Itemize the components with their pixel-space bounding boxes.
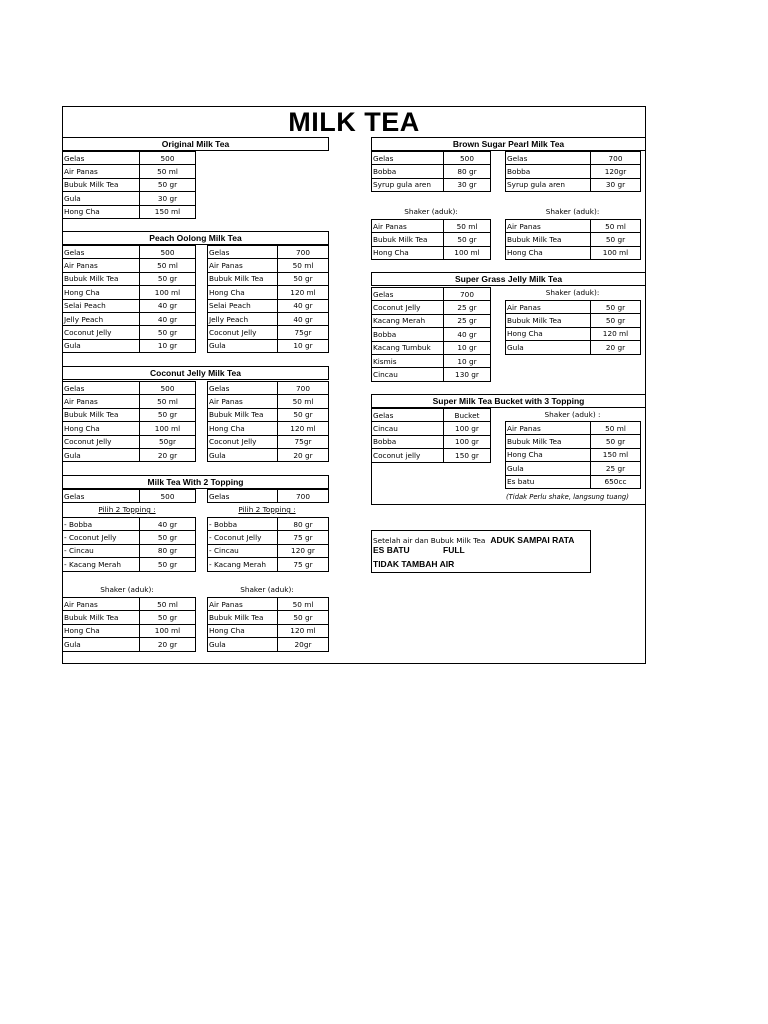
ingredient-amount: 100 ml: [591, 246, 641, 259]
ingredient-name: Hong Cha: [63, 205, 140, 218]
ingredient-table: [371, 151, 491, 192]
ingredient-name: Gula: [208, 339, 278, 352]
ingredient-name: Selai Peach: [208, 299, 278, 312]
table-row: [372, 165, 491, 178]
ingredient-amount: 130 gr: [444, 368, 491, 381]
ingredient-name: Gelas: [63, 490, 140, 503]
table-row: [372, 435, 491, 448]
table-row: [372, 368, 491, 381]
ingredient-name: Gelas: [208, 490, 278, 503]
ingredient-amount: 650cc: [591, 475, 641, 488]
table-row: [208, 518, 329, 531]
ingredient-name: - Kacang Merah: [63, 558, 140, 571]
ingredient-name: Hong Cha: [506, 327, 591, 340]
table-row: [208, 544, 329, 557]
table-row: [63, 448, 196, 461]
ingredient-amount: 10 gr: [140, 339, 196, 352]
ingredient-name: Air Panas: [63, 598, 140, 611]
ingredient-table: [505, 151, 641, 192]
ingredient-name: Coconut Jelly: [208, 326, 278, 339]
ingredient-amount: 120 ml: [278, 624, 329, 637]
ingredient-amount: 50 ml: [140, 598, 196, 611]
ingredient-name: Hong Cha: [506, 448, 591, 461]
ingredient-name: Hong Cha: [63, 286, 140, 299]
ingredient-amount: 50 ml: [278, 395, 329, 408]
table-row: [63, 598, 196, 611]
ingredient-name: Syrup gula aren: [372, 178, 444, 191]
bucket-header: Super Milk Tea Bucket with 3 Topping: [371, 394, 646, 408]
ingredient-amount: 25 gr: [444, 301, 491, 314]
ingredient-amount: 30 gr: [591, 178, 641, 191]
ingredient-name: Gula: [506, 341, 591, 354]
ingredient-amount: 700: [278, 382, 329, 395]
ingredient-name: Bubuk Milk Tea: [506, 435, 591, 448]
ingredient-name: Selai Peach: [63, 299, 140, 312]
ingredient-table: [505, 300, 641, 355]
ingredient-name: Bubuk Milk Tea: [506, 314, 591, 327]
shaker-label-700: Shaker (aduk):: [240, 585, 294, 594]
ingredient-amount: 50 gr: [140, 558, 196, 571]
ingredient-name: - Coconut Jelly: [63, 531, 140, 544]
ingredient-name: - Cincau: [208, 544, 278, 557]
table-row: [208, 638, 329, 651]
ingredient-amount: 50 gr: [444, 233, 491, 246]
table-row: [208, 395, 329, 408]
ingredient-amount: 50 gr: [591, 233, 641, 246]
ingredient-name: Kacang Tumbuk: [372, 341, 444, 354]
table-row: [208, 326, 329, 339]
table-row: [63, 259, 196, 272]
ingredient-amount: 10 gr: [444, 341, 491, 354]
page-title: MILK TEA: [62, 106, 646, 136]
ingredient-name: Bobba: [506, 165, 591, 178]
ingredient-amount: 120 ml: [278, 286, 329, 299]
table-row: [63, 638, 196, 651]
ingredient-name: Kacang Merah: [372, 314, 444, 327]
table-row: [63, 205, 196, 218]
ingredient-amount: 100 ml: [444, 246, 491, 259]
table-row: [506, 220, 641, 233]
ingredient-name: Bobba: [372, 435, 444, 448]
table-row: [208, 286, 329, 299]
table-row: [372, 328, 491, 341]
table-row: [63, 299, 196, 312]
table-row: [63, 490, 196, 503]
table-row: [208, 558, 329, 571]
ingredient-amount: 25 gr: [444, 314, 491, 327]
ingredient-name: Bobba: [372, 328, 444, 341]
ingredient-table: [62, 381, 196, 462]
table-row: [372, 354, 491, 367]
ingredient-name: Jelly Peach: [63, 312, 140, 325]
ingredient-name: Air Panas: [208, 395, 278, 408]
ingredient-name: Bubuk Milk Tea: [208, 611, 278, 624]
table-row: [372, 301, 491, 314]
table-row: [372, 233, 491, 246]
ingredient-name: Air Panas: [372, 220, 444, 233]
ingredient-table: [62, 489, 196, 503]
table-row: [506, 475, 641, 488]
table-row: [506, 301, 641, 314]
ingredient-name: Air Panas: [63, 259, 140, 272]
table-row: [506, 178, 641, 191]
table-row: [506, 233, 641, 246]
ingredient-amount: 50 ml: [591, 220, 641, 233]
ingredient-name: Syrup gula aren: [506, 178, 591, 191]
ingredient-name: Coconut Jelly: [63, 435, 140, 448]
table-row: [372, 152, 491, 165]
ingredient-name: - Bobba: [208, 518, 278, 531]
ingredient-amount: 50 gr: [591, 301, 641, 314]
ingredient-name: Air Panas: [63, 395, 140, 408]
ingredient-name: Coconut Jelly: [63, 326, 140, 339]
instructions-box: [371, 530, 591, 573]
ingredient-name: Gula: [208, 448, 278, 461]
table-row: [506, 422, 641, 435]
ingredient-table: [207, 489, 329, 503]
table-row: [63, 178, 196, 191]
ingredient-amount: 700: [591, 152, 641, 165]
ingredient-name: Air Panas: [63, 165, 140, 178]
ingredient-name: Gelas: [372, 288, 444, 301]
table-row: [506, 246, 641, 259]
table-row: [208, 299, 329, 312]
ingredient-name: Gula: [208, 638, 278, 651]
ingredient-table: [62, 151, 196, 219]
ingredient-name: Gelas: [208, 246, 278, 259]
table-row: [208, 435, 329, 448]
ingredient-amount: 500: [140, 382, 196, 395]
ingredient-name: Jelly Peach: [208, 312, 278, 325]
ingredient-name: Hong Cha: [506, 246, 591, 259]
ingredient-name: Hong Cha: [208, 624, 278, 637]
table-row: [372, 288, 491, 301]
ingredient-name: Kismis: [372, 354, 444, 367]
table-row: [63, 326, 196, 339]
ingredient-amount: 80 gr: [140, 544, 196, 557]
ingredient-name: Gula: [63, 192, 140, 205]
table-row: [208, 259, 329, 272]
ingredient-amount: 120 ml: [591, 327, 641, 340]
table-row: [63, 246, 196, 259]
ingredient-name: Coconut Jelly: [208, 435, 278, 448]
table-row: [63, 518, 196, 531]
table-row: [372, 422, 491, 435]
ingredient-name: Gelas: [372, 409, 444, 422]
ingredient-name: Hong Cha: [63, 422, 140, 435]
ingredient-amount: 100 gr: [444, 422, 491, 435]
bucket-bottom-border: [371, 504, 646, 505]
ingredient-name: Bubuk Milk Tea: [63, 408, 140, 421]
ingredient-name: Gelas: [506, 152, 591, 165]
ingredient-name: Gula: [506, 462, 591, 475]
ingredient-amount: 40 gr: [444, 328, 491, 341]
ingredient-amount: 50 gr: [140, 272, 196, 285]
ingredient-amount: 100 ml: [140, 286, 196, 299]
ingredient-name: - Kacang Merah: [208, 558, 278, 571]
ingredient-amount: 10 gr: [278, 339, 329, 352]
ingredient-name: - Coconut Jelly: [208, 531, 278, 544]
ingredient-amount: 20 gr: [140, 638, 196, 651]
ingredient-amount: 80 gr: [278, 518, 329, 531]
table-row: [506, 435, 641, 448]
table-row: [63, 312, 196, 325]
brown-sugar-shaker-label-700: Shaker (aduk):: [545, 207, 600, 216]
ingredient-name: Coconut jelly: [372, 449, 444, 462]
ingredient-name: Gula: [63, 339, 140, 352]
table-row: [372, 246, 491, 259]
brown-sugar-header: Brown Sugar Pearl Milk Tea: [371, 137, 646, 151]
sheet-border-bottom: [62, 663, 646, 664]
grass-jelly-header: Super Grass Jelly Milk Tea: [371, 272, 646, 286]
ingredient-amount: 20 gr: [140, 448, 196, 461]
instruction-es-batu: ES BATU: [373, 545, 410, 555]
table-row: [208, 408, 329, 421]
table-row: [506, 327, 641, 340]
ingredient-amount: 50gr: [140, 435, 196, 448]
table-row: [208, 531, 329, 544]
table-row: [63, 531, 196, 544]
ingredient-name: - Bobba: [63, 518, 140, 531]
ingredient-amount: 40 gr: [140, 518, 196, 531]
ingredient-amount: 40 gr: [278, 312, 329, 325]
ingredient-name: Bubuk Milk Tea: [63, 272, 140, 285]
instruction-line-2: [373, 544, 465, 557]
ingredient-name: Gelas: [208, 382, 278, 395]
ingredient-table: [505, 421, 641, 489]
table-row: [208, 339, 329, 352]
table-row: [63, 611, 196, 624]
ingredient-name: Cincau: [372, 368, 444, 381]
table-row: [63, 382, 196, 395]
table-row: [208, 422, 329, 435]
ingredient-name: Air Panas: [506, 422, 591, 435]
ingredient-name: Air Panas: [506, 220, 591, 233]
ingredient-name: Air Panas: [506, 301, 591, 314]
bucket-note: (Tidak Perlu shake, langsung tuang): [506, 493, 629, 501]
ingredient-name: - Cincau: [63, 544, 140, 557]
ingredient-name: Bubuk Milk Tea: [63, 611, 140, 624]
table-row: [372, 449, 491, 462]
table-row: [63, 624, 196, 637]
ingredient-amount: 30 gr: [444, 178, 491, 191]
ingredient-amount: 500: [444, 152, 491, 165]
ingredient-name: Gelas: [63, 382, 140, 395]
ingredient-table: [371, 287, 491, 382]
table-row: [506, 152, 641, 165]
table-row: [372, 314, 491, 327]
table-row: [63, 339, 196, 352]
ingredient-table: [371, 219, 491, 260]
table-row: [506, 314, 641, 327]
table-row: [506, 165, 641, 178]
grass-jelly-shaker-label: Shaker (aduk):: [545, 288, 600, 297]
ingredient-amount: 40 gr: [140, 312, 196, 325]
ingredient-name: Bobba: [372, 165, 444, 178]
ingredient-name: Gula: [63, 448, 140, 461]
instruction-full: FULL: [443, 545, 465, 555]
ingredient-name: Air Panas: [208, 598, 278, 611]
ingredient-amount: 150 gr: [444, 449, 491, 462]
ingredient-amount: 120gr: [591, 165, 641, 178]
ingredient-name: Bubuk Milk Tea: [372, 233, 444, 246]
coconut-jelly-header: Coconut Jelly Milk Tea: [62, 366, 329, 380]
ingredient-amount: 50 ml: [140, 259, 196, 272]
table-row: [63, 152, 196, 165]
bucket-shaker-label: Shaker (aduk) :: [544, 410, 601, 419]
ingredient-table: [62, 517, 196, 572]
ingredient-table: [62, 597, 196, 652]
ingredient-amount: 100 ml: [140, 624, 196, 637]
table-row: [506, 448, 641, 461]
ingredient-amount: Bucket: [444, 409, 491, 422]
table-row: [63, 192, 196, 205]
ingredient-name: Hong Cha: [372, 246, 444, 259]
instruction-line-3: TIDAK TAMBAH AIR: [373, 559, 455, 569]
ingredient-table: [207, 517, 329, 572]
ingredient-amount: 10 gr: [444, 354, 491, 367]
table-row: [63, 286, 196, 299]
table-row: [372, 220, 491, 233]
ingredient-amount: 50 gr: [140, 326, 196, 339]
table-row: [63, 558, 196, 571]
ingredient-amount: 120 gr: [278, 544, 329, 557]
ingredient-name: Gelas: [372, 152, 444, 165]
ingredient-amount: 50 ml: [591, 422, 641, 435]
ingredient-amount: 50 ml: [444, 220, 491, 233]
ingredient-amount: 50 gr: [278, 611, 329, 624]
table-row: [208, 272, 329, 285]
table-row: [63, 544, 196, 557]
ingredient-amount: 40 gr: [140, 299, 196, 312]
ingredient-amount: 80 gr: [444, 165, 491, 178]
ingredient-amount: 500: [140, 246, 196, 259]
ingredient-amount: 40 gr: [278, 299, 329, 312]
table-row: [208, 312, 329, 325]
table-row: [208, 490, 329, 503]
ingredient-amount: 700: [444, 288, 491, 301]
table-row: [63, 165, 196, 178]
table-row: [208, 246, 329, 259]
ingredient-amount: 50 gr: [140, 531, 196, 544]
ingredient-name: Bubuk Milk Tea: [63, 178, 140, 191]
ingredient-amount: 100 ml: [140, 422, 196, 435]
original-milk-tea-header: Original Milk Tea: [62, 137, 329, 151]
ingredient-amount: 75 gr: [278, 531, 329, 544]
table-row: [208, 624, 329, 637]
ingredient-amount: 50 gr: [140, 178, 196, 191]
ingredient-amount: 50 gr: [591, 314, 641, 327]
table-row: [63, 435, 196, 448]
table-row: [208, 448, 329, 461]
ingredient-amount: 30 gr: [140, 192, 196, 205]
ingredient-name: Hong Cha: [208, 286, 278, 299]
ingredient-amount: 50 ml: [278, 259, 329, 272]
table-row: [208, 598, 329, 611]
table-row: [372, 409, 491, 422]
ingredient-amount: 20 gr: [278, 448, 329, 461]
ingredient-table: [371, 408, 491, 463]
ingredient-amount: 75 gr: [278, 558, 329, 571]
ingredient-amount: 150 ml: [140, 205, 196, 218]
ingredient-name: Hong Cha: [208, 422, 278, 435]
pilih-topping-label-700: Pilih 2 Topping :: [238, 505, 296, 514]
ingredient-table: [505, 219, 641, 260]
ingredient-amount: 50 gr: [140, 408, 196, 421]
ingredient-amount: 75gr: [278, 435, 329, 448]
table-row: [506, 341, 641, 354]
ingredient-name: Bubuk Milk Tea: [208, 408, 278, 421]
ingredient-amount: 50 gr: [140, 611, 196, 624]
ingredient-amount: 50 gr: [591, 435, 641, 448]
ingredient-amount: 700: [278, 246, 329, 259]
sheet-border-right: [645, 106, 646, 664]
ingredient-name: Cincau: [372, 422, 444, 435]
table-row: [208, 382, 329, 395]
ingredient-name: Bubuk Milk Tea: [208, 272, 278, 285]
ingredient-name: Gelas: [63, 152, 140, 165]
ingredient-amount: 500: [140, 490, 196, 503]
ingredient-amount: 500: [140, 152, 196, 165]
table-row: [372, 341, 491, 354]
ingredient-table: [207, 597, 329, 652]
ingredient-table: [207, 381, 329, 462]
two-topping-header: Milk Tea With 2 Topping: [62, 475, 329, 489]
table-row: [63, 395, 196, 408]
table-row: [63, 272, 196, 285]
ingredient-amount: 25 gr: [591, 462, 641, 475]
pilih-topping-label-500: Pilih 2 Topping :: [98, 505, 156, 514]
ingredient-amount: 75gr: [278, 326, 329, 339]
instruction-prefix: Setelah air dan Bubuk Milk Tea: [373, 536, 486, 545]
ingredient-amount: 120 ml: [278, 422, 329, 435]
ingredient-amount: 20 gr: [591, 341, 641, 354]
ingredient-amount: 50 gr: [278, 408, 329, 421]
ingredient-name: Hong Cha: [63, 624, 140, 637]
instruction-aduk: ADUK SAMPAI RATA: [490, 535, 575, 545]
ingredient-amount: 50 gr: [278, 272, 329, 285]
ingredient-amount: 50 ml: [278, 598, 329, 611]
table-row: [372, 178, 491, 191]
ingredient-name: Bubuk Milk Tea: [506, 233, 591, 246]
ingredient-amount: 20gr: [278, 638, 329, 651]
ingredient-amount: 150 ml: [591, 448, 641, 461]
table-row: [208, 611, 329, 624]
ingredient-amount: 50 ml: [140, 395, 196, 408]
ingredient-table: [62, 245, 196, 353]
ingredient-amount: 100 gr: [444, 435, 491, 448]
ingredient-table: [207, 245, 329, 353]
ingredient-name: Coconut Jelly: [372, 301, 444, 314]
ingredient-name: Gula: [63, 638, 140, 651]
peach-oolong-header: Peach Oolong Milk Tea: [62, 231, 329, 245]
ingredient-amount: 50 ml: [140, 165, 196, 178]
table-row: [63, 422, 196, 435]
ingredient-name: Es batu: [506, 475, 591, 488]
ingredient-name: Gelas: [63, 246, 140, 259]
shaker-label-500: Shaker (aduk):: [100, 585, 154, 594]
table-row: [63, 408, 196, 421]
ingredient-name: Air Panas: [208, 259, 278, 272]
brown-sugar-shaker-label-500: Shaker (aduk):: [404, 207, 458, 216]
table-row: [506, 462, 641, 475]
ingredient-amount: 700: [278, 490, 329, 503]
